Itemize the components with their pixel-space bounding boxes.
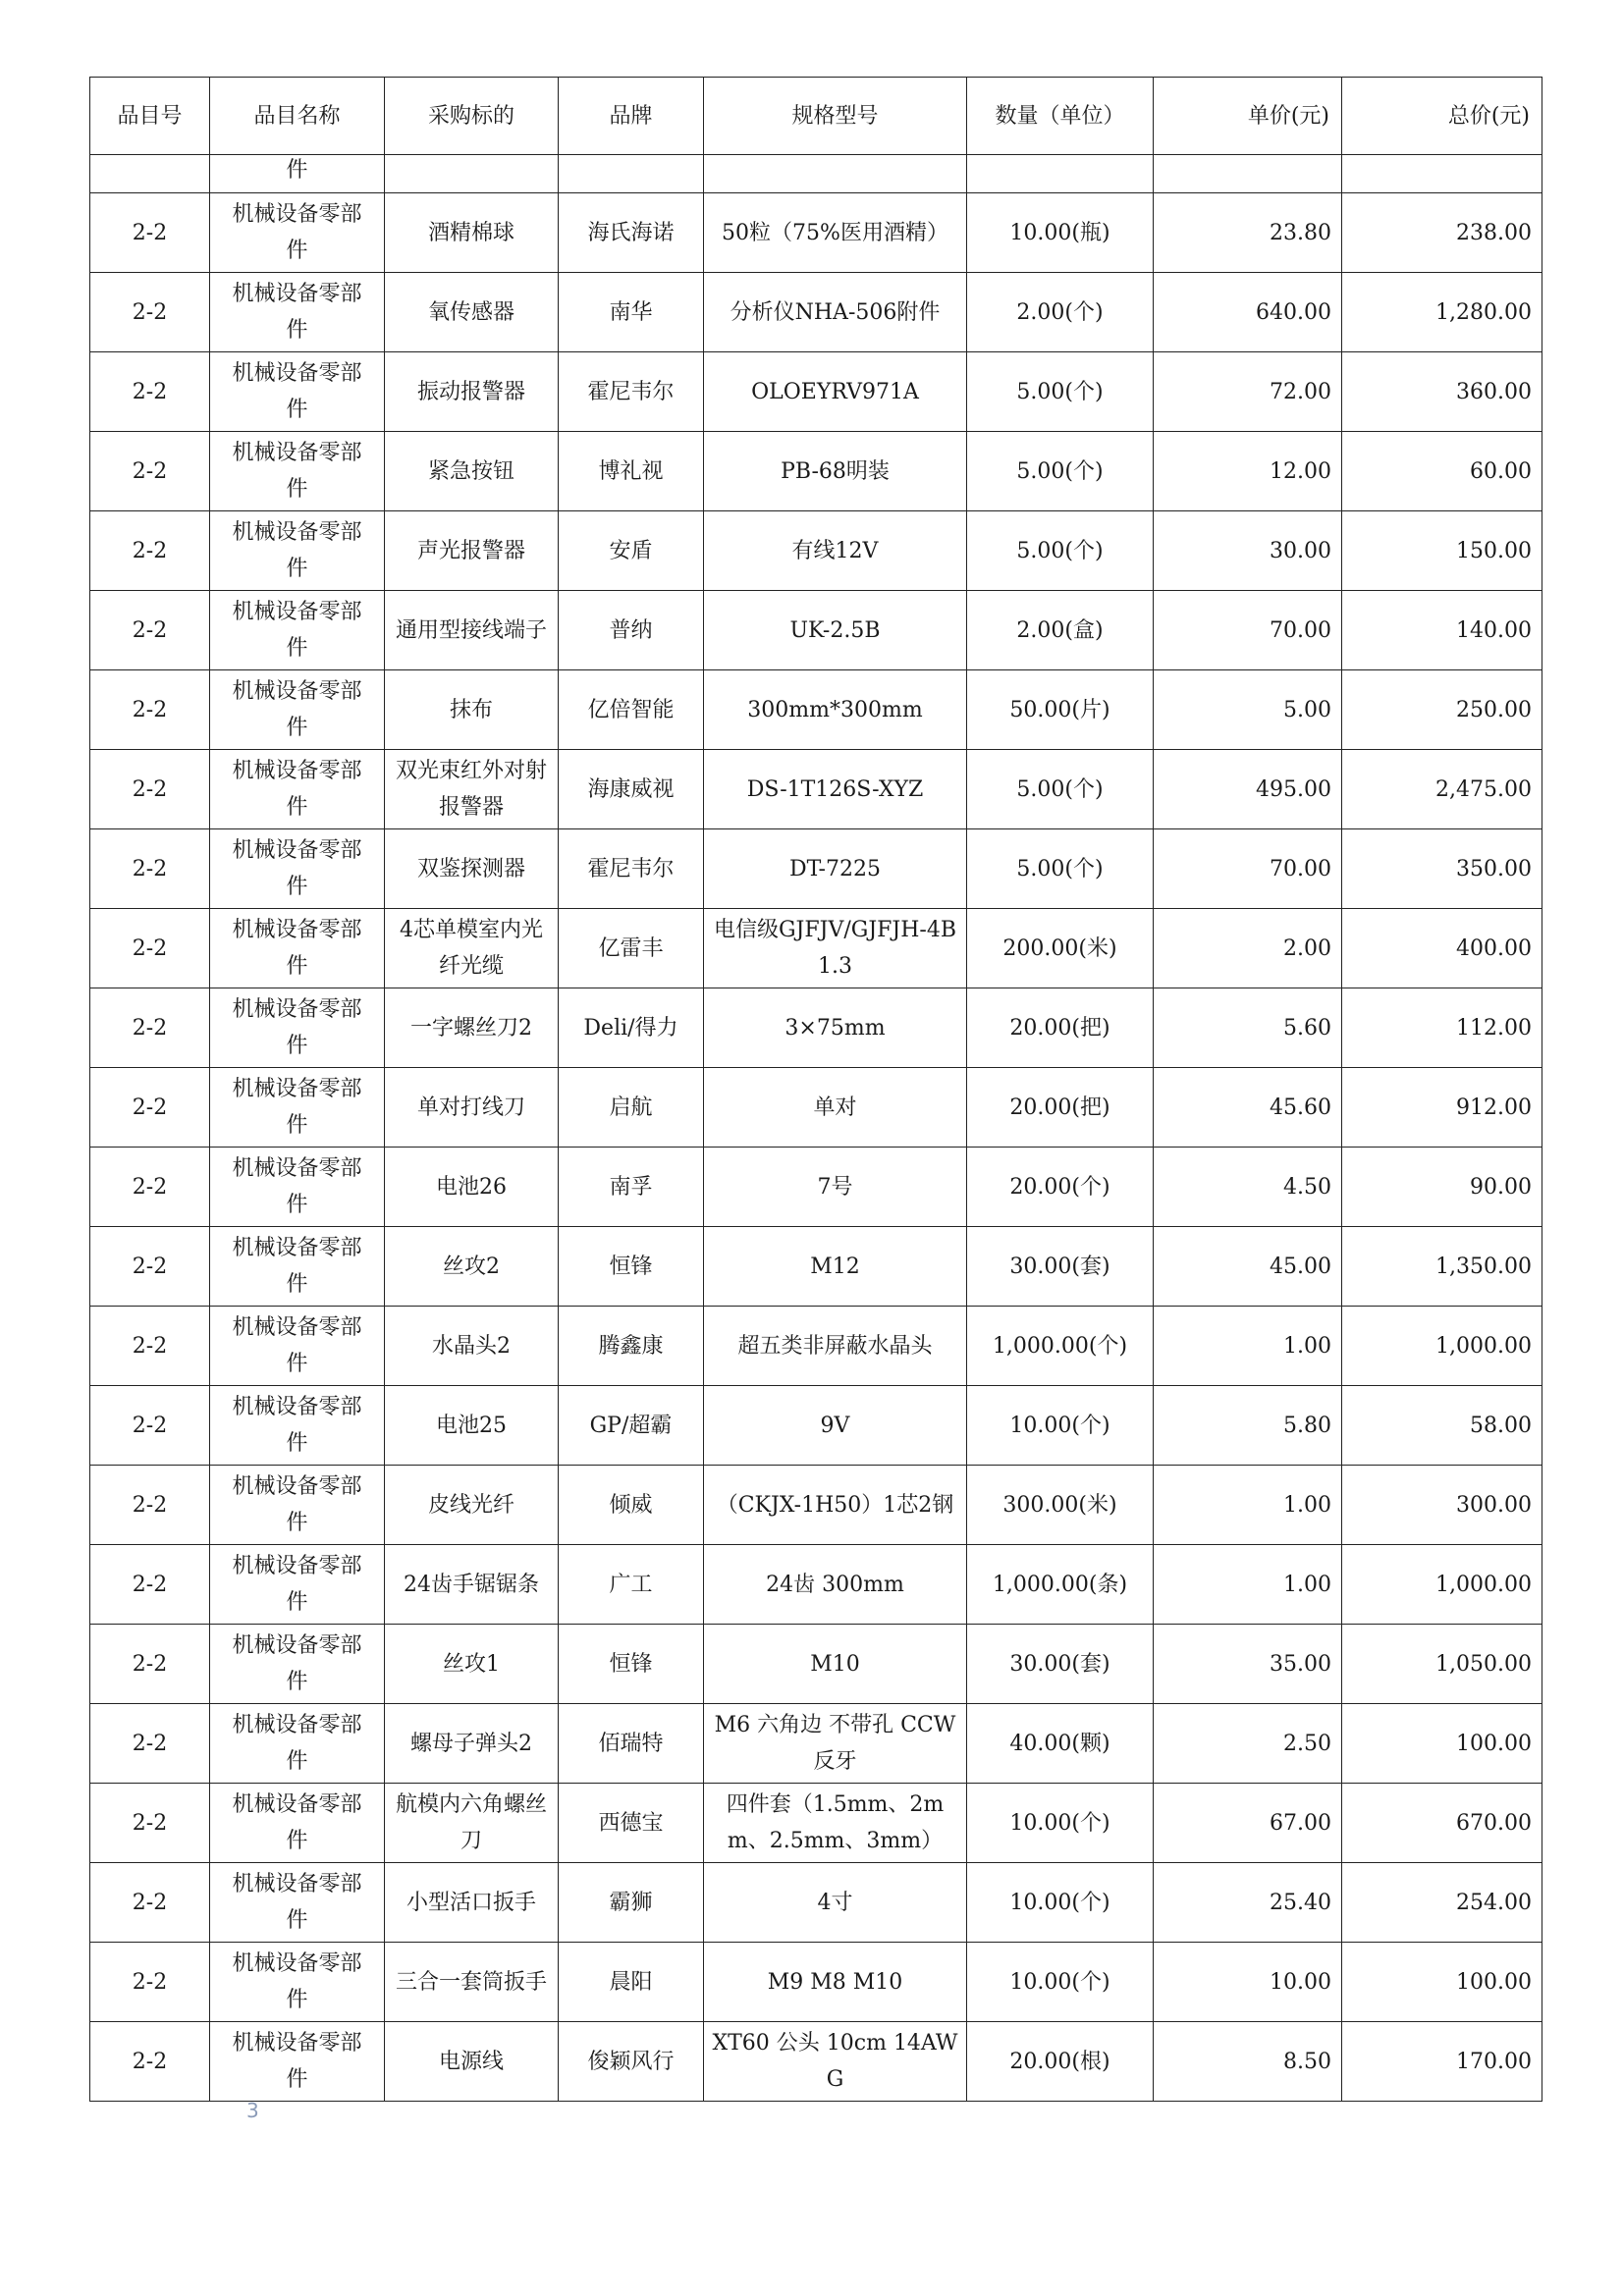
cell-target: 紧急按钮: [385, 432, 559, 511]
cell-brand: 恒锋: [559, 1625, 704, 1704]
cell-spec: 有线12V: [704, 511, 967, 591]
cell-unit-price: 1.00: [1154, 1545, 1342, 1625]
cell-spec: 4寸: [704, 1863, 967, 1943]
cell-total-price: 250.00: [1342, 670, 1542, 750]
cell-quantity: 5.00(个): [967, 829, 1154, 909]
cell-item-name: 机械设备零部件: [210, 511, 385, 591]
cell-unit-price: 72.00: [1154, 352, 1342, 432]
cell-total-price: 670.00: [1342, 1784, 1542, 1863]
cell-total-price: 112.00: [1342, 988, 1542, 1068]
cell-spec: PB-68明装: [704, 432, 967, 511]
cell-target: 电池25: [385, 1386, 559, 1466]
cell-total-price: 170.00: [1342, 2022, 1542, 2102]
cell-spec: DT-7225: [704, 829, 967, 909]
cell-unit-price: 8.50: [1154, 2022, 1342, 2102]
cell-target: 电源线: [385, 2022, 559, 2102]
cell-quantity: 10.00(瓶): [967, 193, 1154, 273]
cell-quantity: 20.00(把): [967, 988, 1154, 1068]
cell-unit-price: 45.60: [1154, 1068, 1342, 1148]
cell-spec: M12: [704, 1227, 967, 1307]
cell-spec: 300mm*300mm: [704, 670, 967, 750]
cell-total-price: 1,280.00: [1342, 273, 1542, 352]
cell-spec: M6 六角边 不带孔 CCW反牙: [704, 1704, 967, 1784]
table-row: [90, 1227, 1542, 1307]
table-row: [90, 1704, 1542, 1784]
header-spec: 规格型号: [704, 78, 967, 155]
cell-total-price: 1,050.00: [1342, 1625, 1542, 1704]
cell-total-price: 2,475.00: [1342, 750, 1542, 829]
cell-unit-price: 45.00: [1154, 1227, 1342, 1307]
cell-quantity: 2.00(盒): [967, 591, 1154, 670]
cell-total-price: 58.00: [1342, 1386, 1542, 1466]
cell-spec: XT60 公头 10cm 14AWG: [704, 2022, 967, 2102]
continuation-cell: [967, 155, 1154, 193]
cell-brand: 腾鑫康: [559, 1307, 704, 1386]
cell-item-no: 2-2: [90, 1784, 210, 1863]
cell-spec: 3×75mm: [704, 988, 967, 1068]
continuation-name: 件: [210, 155, 385, 193]
cell-unit-price: 5.60: [1154, 988, 1342, 1068]
cell-target: 振动报警器: [385, 352, 559, 432]
table-row: [90, 1943, 1542, 2022]
cell-spec: 超五类非屏蔽水晶头: [704, 1307, 967, 1386]
cell-brand: 南孚: [559, 1148, 704, 1227]
table-row: [90, 988, 1542, 1068]
cell-unit-price: 12.00: [1154, 432, 1342, 511]
cell-unit-price: 640.00: [1154, 273, 1342, 352]
cell-quantity: 50.00(片): [967, 670, 1154, 750]
table-row: [90, 1307, 1542, 1386]
cell-quantity: 5.00(个): [967, 750, 1154, 829]
cell-spec: 9V: [704, 1386, 967, 1466]
cell-target: 单对打线刀: [385, 1068, 559, 1148]
cell-unit-price: 10.00: [1154, 1943, 1342, 2022]
table-row: [90, 670, 1542, 750]
cell-brand: 安盾: [559, 511, 704, 591]
cell-quantity: 30.00(套): [967, 1625, 1154, 1704]
cell-unit-price: 1.00: [1154, 1466, 1342, 1545]
header-item-no: 品目号: [90, 78, 210, 155]
cell-quantity: 20.00(把): [967, 1068, 1154, 1148]
cell-item-name: 机械设备零部件: [210, 193, 385, 273]
cell-brand: 南华: [559, 273, 704, 352]
cell-spec: 单对: [704, 1068, 967, 1148]
cell-brand: 启航: [559, 1068, 704, 1148]
cell-item-no: 2-2: [90, 1227, 210, 1307]
table-row: [90, 352, 1542, 432]
cell-item-name: 机械设备零部件: [210, 273, 385, 352]
cell-item-name: 机械设备零部件: [210, 1307, 385, 1386]
cell-item-name: 机械设备零部件: [210, 1784, 385, 1863]
table-row: [90, 1148, 1542, 1227]
cell-target: 一字螺丝刀2: [385, 988, 559, 1068]
cell-total-price: 400.00: [1342, 909, 1542, 988]
cell-item-no: 2-2: [90, 2022, 210, 2102]
cell-total-price: 300.00: [1342, 1466, 1542, 1545]
continuation-cell: [1342, 155, 1542, 193]
cell-quantity: 10.00(个): [967, 1386, 1154, 1466]
cell-item-name: 机械设备零部件: [210, 829, 385, 909]
cell-brand: 广工: [559, 1545, 704, 1625]
table-row: [90, 432, 1542, 511]
table-row: [90, 1863, 1542, 1943]
cell-item-no: 2-2: [90, 273, 210, 352]
table-row: [90, 1625, 1542, 1704]
cell-brand: 海氏海诺: [559, 193, 704, 273]
cell-target: 抹布: [385, 670, 559, 750]
cell-unit-price: 2.00: [1154, 909, 1342, 988]
cell-total-price: 254.00: [1342, 1863, 1542, 1943]
cell-item-name: 机械设备零部件: [210, 1466, 385, 1545]
cell-unit-price: 30.00: [1154, 511, 1342, 591]
cell-target: 丝攻1: [385, 1625, 559, 1704]
cell-target: 三合一套筒扳手: [385, 1943, 559, 2022]
cell-spec: 50粒（75%医用酒精）: [704, 193, 967, 273]
cell-quantity: 2.00(个): [967, 273, 1154, 352]
cell-spec: UK-2.5B: [704, 591, 967, 670]
table-row: [90, 1068, 1542, 1148]
cell-total-price: 100.00: [1342, 1704, 1542, 1784]
cell-item-no: 2-2: [90, 352, 210, 432]
cell-unit-price: 67.00: [1154, 1784, 1342, 1863]
cell-item-name: 机械设备零部件: [210, 1227, 385, 1307]
cell-item-no: 2-2: [90, 1863, 210, 1943]
cell-item-no: 2-2: [90, 511, 210, 591]
table-row: [90, 909, 1542, 988]
table-row: [90, 273, 1542, 352]
table-row: [90, 1784, 1542, 1863]
cell-target: 24齿手锯锯条: [385, 1545, 559, 1625]
cell-spec: DS-1T126S-XYZ: [704, 750, 967, 829]
table-row: [90, 1545, 1542, 1625]
cell-item-name: 机械设备零部件: [210, 2022, 385, 2102]
cell-item-name: 机械设备零部件: [210, 909, 385, 988]
cell-item-no: 2-2: [90, 193, 210, 273]
cell-item-no: 2-2: [90, 829, 210, 909]
cell-unit-price: 2.50: [1154, 1704, 1342, 1784]
cell-item-no: 2-2: [90, 1386, 210, 1466]
continuation-cell: [90, 155, 210, 193]
cell-brand: 普纳: [559, 591, 704, 670]
cell-target: 氧传感器: [385, 273, 559, 352]
table-row: [90, 591, 1542, 670]
cell-target: 丝攻2: [385, 1227, 559, 1307]
cell-spec: 7号: [704, 1148, 967, 1227]
table-row: [90, 1386, 1542, 1466]
cell-quantity: 20.00(根): [967, 2022, 1154, 2102]
cell-quantity: 300.00(米): [967, 1466, 1154, 1545]
table-row: [90, 193, 1542, 273]
cell-spec: （CKJX-1H50）1芯2钢: [704, 1466, 967, 1545]
cell-target: 酒精棉球: [385, 193, 559, 273]
cell-target: 电池26: [385, 1148, 559, 1227]
cell-quantity: 1,000.00(个): [967, 1307, 1154, 1386]
cell-quantity: 40.00(颗): [967, 1704, 1154, 1784]
cell-quantity: 30.00(套): [967, 1227, 1154, 1307]
cell-item-name: 机械设备零部件: [210, 988, 385, 1068]
cell-brand: 霍尼韦尔: [559, 829, 704, 909]
cell-total-price: 140.00: [1342, 591, 1542, 670]
cell-brand: 海康威视: [559, 750, 704, 829]
cell-item-no: 2-2: [90, 1704, 210, 1784]
cell-quantity: 5.00(个): [967, 432, 1154, 511]
cell-brand: 西德宝: [559, 1784, 704, 1863]
cell-quantity: 10.00(个): [967, 1943, 1154, 2022]
cell-unit-price: 1.00: [1154, 1307, 1342, 1386]
cell-brand: 倾威: [559, 1466, 704, 1545]
cell-brand: GP/超霸: [559, 1386, 704, 1466]
cell-item-name: 机械设备零部件: [210, 432, 385, 511]
table-row: [90, 750, 1542, 829]
cell-target: 双鉴探测器: [385, 829, 559, 909]
cell-total-price: 90.00: [1342, 1148, 1542, 1227]
cell-item-name: 机械设备零部件: [210, 1943, 385, 2022]
cell-unit-price: 495.00: [1154, 750, 1342, 829]
table-row: [90, 829, 1542, 909]
cell-target: 双光束红外对射报警器: [385, 750, 559, 829]
cell-unit-price: 35.00: [1154, 1625, 1342, 1704]
cell-unit-price: 5.00: [1154, 670, 1342, 750]
continuation-row: [90, 155, 1542, 193]
cell-total-price: 912.00: [1342, 1068, 1542, 1148]
cell-item-name: 机械设备零部件: [210, 1863, 385, 1943]
cell-item-name: 机械设备零部件: [210, 1068, 385, 1148]
table-row: [90, 2022, 1542, 2102]
cell-quantity: 1,000.00(条): [967, 1545, 1154, 1625]
cell-target: 螺母子弹头2: [385, 1704, 559, 1784]
cell-brand: Deli/得力: [559, 988, 704, 1068]
cell-target: 水晶头2: [385, 1307, 559, 1386]
header-quantity: 数量（单位）: [967, 78, 1154, 155]
cell-item-name: 机械设备零部件: [210, 750, 385, 829]
cell-item-name: 机械设备零部件: [210, 1625, 385, 1704]
cell-brand: 霸狮: [559, 1863, 704, 1943]
header-target: 采购标的: [385, 78, 559, 155]
cell-item-name: 机械设备零部件: [210, 1148, 385, 1227]
cell-item-no: 2-2: [90, 670, 210, 750]
cell-item-no: 2-2: [90, 909, 210, 988]
cell-quantity: 5.00(个): [967, 511, 1154, 591]
cell-total-price: 1,350.00: [1342, 1227, 1542, 1307]
cell-unit-price: 25.40: [1154, 1863, 1342, 1943]
cell-spec: M9 M8 M10: [704, 1943, 967, 2022]
cell-item-no: 2-2: [90, 750, 210, 829]
cell-item-no: 2-2: [90, 1068, 210, 1148]
cell-spec: 四件套（1.5mm、2mm、2.5mm、3mm）: [704, 1784, 967, 1863]
cell-total-price: 100.00: [1342, 1943, 1542, 2022]
table-row: [90, 511, 1542, 591]
continuation-cell: [559, 155, 704, 193]
continuation-cell: [704, 155, 967, 193]
cell-unit-price: 23.80: [1154, 193, 1342, 273]
cell-total-price: 1,000.00: [1342, 1545, 1542, 1625]
cell-item-name: 机械设备零部件: [210, 1704, 385, 1784]
cell-brand: 俊颖风行: [559, 2022, 704, 2102]
cell-item-no: 2-2: [90, 591, 210, 670]
table-row: [90, 1466, 1542, 1545]
cell-item-no: 2-2: [90, 1625, 210, 1704]
cell-brand: 博礼视: [559, 432, 704, 511]
cell-target: 皮线光纤: [385, 1466, 559, 1545]
cell-item-name: 机械设备零部件: [210, 1386, 385, 1466]
cell-total-price: 60.00: [1342, 432, 1542, 511]
cell-quantity: 5.00(个): [967, 352, 1154, 432]
cell-total-price: 360.00: [1342, 352, 1542, 432]
cell-total-price: 350.00: [1342, 829, 1542, 909]
cell-brand: 亿雷丰: [559, 909, 704, 988]
continuation-cell: [1154, 155, 1342, 193]
cell-brand: 佰瑞特: [559, 1704, 704, 1784]
cell-spec: 电信级GJFJV/GJFJH-4B1.3: [704, 909, 967, 988]
procurement-table-page: [89, 77, 1542, 2102]
page-number: 3: [246, 2099, 259, 2122]
cell-unit-price: 4.50: [1154, 1148, 1342, 1227]
cell-unit-price: 5.80: [1154, 1386, 1342, 1466]
cell-total-price: 1,000.00: [1342, 1307, 1542, 1386]
cell-item-no: 2-2: [90, 1545, 210, 1625]
cell-brand: 霍尼韦尔: [559, 352, 704, 432]
cell-item-name: 机械设备零部件: [210, 591, 385, 670]
cell-target: 小型活口扳手: [385, 1863, 559, 1943]
header-brand: 品牌: [559, 78, 704, 155]
cell-spec: M10: [704, 1625, 967, 1704]
cell-item-name: 机械设备零部件: [210, 670, 385, 750]
header-unit-price: 单价(元): [1154, 78, 1342, 155]
cell-total-price: 238.00: [1342, 193, 1542, 273]
header-item-name: 品目名称: [210, 78, 385, 155]
cell-brand: 恒锋: [559, 1227, 704, 1307]
cell-item-no: 2-2: [90, 1307, 210, 1386]
cell-target: 4芯单模室内光纤光缆: [385, 909, 559, 988]
cell-target: 通用型接线端子: [385, 591, 559, 670]
cell-item-no: 2-2: [90, 1148, 210, 1227]
cell-item-no: 2-2: [90, 1466, 210, 1545]
cell-spec: 分析仪NHA-506附件: [704, 273, 967, 352]
header-total-price: 总价(元): [1342, 78, 1542, 155]
cell-quantity: 10.00(个): [967, 1863, 1154, 1943]
cell-unit-price: 70.00: [1154, 829, 1342, 909]
cell-brand: 晨阳: [559, 1943, 704, 2022]
cell-quantity: 10.00(个): [967, 1784, 1154, 1863]
cell-item-no: 2-2: [90, 1943, 210, 2022]
cell-item-name: 机械设备零部件: [210, 352, 385, 432]
cell-quantity: 200.00(米): [967, 909, 1154, 988]
cell-unit-price: 70.00: [1154, 591, 1342, 670]
cell-spec: 24齿 300mm: [704, 1545, 967, 1625]
cell-total-price: 150.00: [1342, 511, 1542, 591]
cell-brand: 亿倍智能: [559, 670, 704, 750]
cell-target: 声光报警器: [385, 511, 559, 591]
cell-item-no: 2-2: [90, 988, 210, 1068]
table-header-row: [90, 78, 1542, 155]
procurement-table: [89, 77, 1542, 2102]
continuation-cell: [385, 155, 559, 193]
cell-target: 航模内六角螺丝刀: [385, 1784, 559, 1863]
cell-item-no: 2-2: [90, 432, 210, 511]
cell-spec: OLOEYRV971A: [704, 352, 967, 432]
cell-item-name: 机械设备零部件: [210, 1545, 385, 1625]
cell-quantity: 20.00(个): [967, 1148, 1154, 1227]
